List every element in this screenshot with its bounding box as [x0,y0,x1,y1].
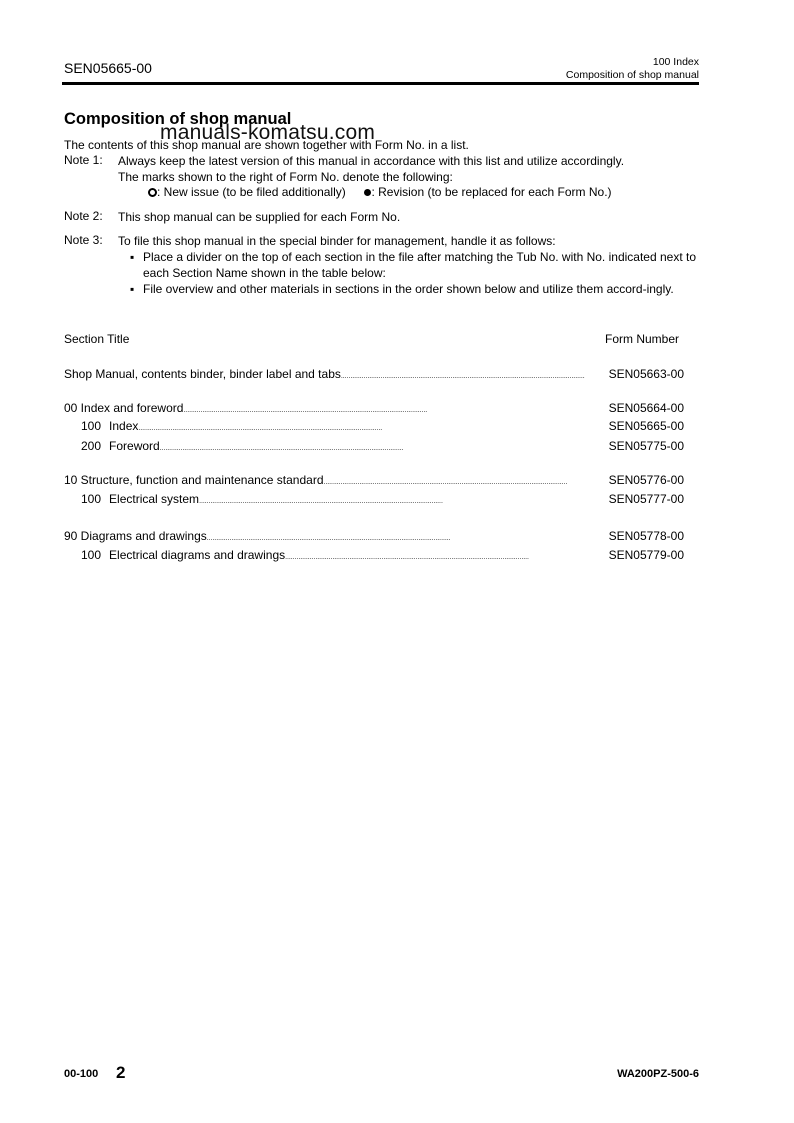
mark-revision-label: : Revision (to be replaced for each Form No.) [371,185,612,199]
bullet-icon: ▪ [130,250,135,264]
footer-page-prefix: 00-100 [64,1068,99,1080]
leader-dots [183,401,606,415]
toc-title: 00 Index and foreword [64,401,184,415]
watermark: manuals-komatsu.com [160,121,376,144]
toc-title: Electrical diagrams and drawings [109,548,286,562]
toc-form-number: SEN05663-00 [608,367,684,381]
toc-title: 10 Structure, function and maintenance standard [64,473,324,487]
header-rule [62,82,699,85]
toc-form-number: SEN05779-00 [608,548,684,562]
note3-bullet-1: ▪ Place a divider on the top of each section in the file after matching the Tub No. with No. indicated next to each Section Name shown in the table below: [130,250,696,280]
toc-row [64,419,684,435]
toc-title: Index [109,419,139,433]
toc-number: 100 [81,419,102,433]
toc-row [64,529,684,545]
marks-legend [148,185,612,199]
toc-row [64,439,684,455]
leader-dots [199,492,607,506]
column-header-form-number: Form Number [605,332,680,346]
toc-row [64,401,684,417]
toc-title: Foreword [109,439,160,453]
leader-dots [324,473,607,487]
toc-row [64,473,684,489]
bullet-icon: ▪ [130,282,135,296]
toc-form-number: SEN05776-00 [608,473,684,487]
intro-text: The contents of this shop manual are shown together with Form No. in a list. [64,138,469,152]
leader-dots [285,548,606,562]
document-number: SEN05665-00 [64,60,152,76]
toc-title: Shop Manual, contents binder, binder label and tabs [64,367,341,381]
toc-row [64,548,684,564]
footer-page-number: 2 [116,1063,126,1082]
note1-text [118,153,624,185]
note2-text: This shop manual can be supplied for each Form No. [118,210,401,224]
page-title: Composition of shop manual [64,110,292,128]
toc-number: 100 [81,492,102,506]
toc-row [64,492,684,508]
mark-new-label: : New issue (to be filed additionally) [157,185,346,199]
header-section [566,56,699,82]
toc-number: 100 [81,548,102,562]
note1-line2: The marks shown to the right of Form No. denote the following: [118,170,453,184]
header-section-name: 100 Index [652,56,699,68]
toc-form-number: SEN05664-00 [608,401,684,415]
toc-form-number: SEN05778-00 [608,529,684,543]
leader-dots [138,419,606,433]
footer-model: WA200PZ-500-6 [617,1068,699,1080]
toc-row [64,367,684,383]
note3-bullet-2: ▪ File overview and other materials in sections in the order shown below and utilize them accord-ingly. [130,282,674,296]
new-issue-circle-icon [148,188,157,197]
toc-form-number: SEN05777-00 [608,492,684,506]
toc-number: 200 [81,439,102,453]
note3-text: To file this shop manual in the special binder for management, handle it as follows: [118,234,556,248]
toc-title: 90 Diagrams and drawings [64,529,207,543]
header-subsection-name: Composition of shop manual [565,69,699,81]
note3-label: Note 3: [64,233,103,247]
toc-form-number: SEN05775-00 [608,439,684,453]
leader-dots [207,529,607,543]
column-header-section-title: Section Title [64,332,130,346]
note1-label: Note 1: [64,153,103,167]
toc-form-number: SEN05665-00 [608,419,684,433]
leader-dots [341,367,607,381]
toc-title: Electrical system [109,492,200,506]
note2-label: Note 2: [64,209,103,223]
note1-line1: Always keep the latest version of this manual in accordance with this list and utilize accordingly. [118,154,625,168]
leader-dots [160,439,607,453]
